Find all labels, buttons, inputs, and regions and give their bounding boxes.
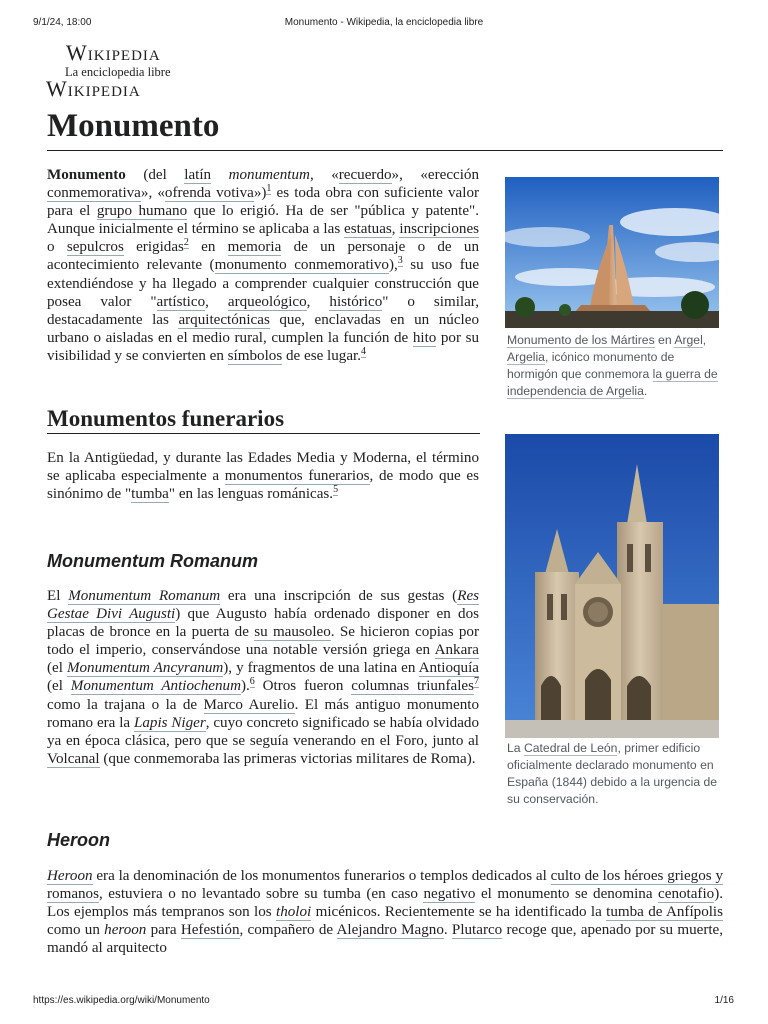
page-title: Monumento (47, 108, 220, 144)
logo-tagline: La enciclopedia libre (65, 65, 171, 79)
ref-3[interactable]: 3 (397, 255, 403, 267)
link-simbolos[interactable]: símbolos (227, 347, 283, 364)
link-inscripciones[interactable]: inscripciones (399, 221, 480, 238)
martyrs-monument-photo (505, 177, 719, 328)
heading-heroon: Heroon (47, 830, 110, 850)
link-monumentum-romanum[interactable]: Monumentum Romanum (68, 588, 221, 604)
link-tumba[interactable]: tumba (131, 486, 169, 503)
title-underline (47, 150, 723, 151)
logo-wordmark-secondary: Wikipedia (46, 75, 141, 101)
intro-paragraph: Monumento (del latín monumentum, «recuerdo», «erección conmemorativa», «ofrenda votiva»)$^1$ es toda obra con suficiente valor para el grupo humano que lo erigió. Ha de ser "pública y patente". Aunque inicialmente el término se aplicaba a las estatuas, inscripciones o sepulcros erigidas$^2$ en memoria de un personaje o de un acontecimiento relevante (monumento conmemorativo),$^3$ su uso fue extendiéndose y ha llegado a comprender cualquier construcción que posea valor "artístico, arqueológico, histórico" o similar, destacadamente las arquitectónicas que, enclavadas en un núcleo urbano o aisladas en el medio rural, cumplen la función de hito por su visibilidad y se convierten en símbolos de ese lugar.$^4$ (47, 167, 480, 364)
link-historico[interactable]: histórico (329, 293, 383, 310)
figure-leon-cathedral-image[interactable] (505, 434, 719, 738)
print-page-count: 1/16 (714, 995, 734, 1006)
link-lapis-niger[interactable]: Lapis Niger (133, 714, 206, 731)
link-alejandro-magno[interactable]: Alejandro Magno (336, 922, 444, 939)
link-mausoleo[interactable]: su mausoleo (254, 624, 331, 641)
link-memoria[interactable]: memoria (227, 239, 282, 256)
link-guerra-independencia-argelia[interactable]: la guerra de independencia de Argelia (507, 367, 718, 398)
link-conmemorativa[interactable]: conmemorativa (47, 185, 141, 202)
link-tholoi[interactable]: tholoi (276, 904, 312, 921)
link-catedral-leon[interactable]: Catedral de León (523, 741, 618, 755)
link-arquitectonicas[interactable]: arquitectónicas (178, 311, 270, 328)
print-page-title: Monumento - Wikipedia, la enciclopedia libre (284, 17, 484, 28)
heading-monumentum-romanum: Monumentum Romanum (47, 551, 258, 571)
link-recuerdo[interactable]: recuerdo (338, 167, 392, 183)
link-marco-aurelio[interactable]: Marco Aurelio (203, 696, 295, 713)
funerarios-paragraph: En la Antigüedad, y durante las Edades Media y Moderna, el término se aplicaba especialmente a monumentos funerarios, de modo que es sinónimo de "tumba" en las lenguas románicas.$^5$ (47, 450, 479, 503)
ref-1[interactable]: 1 (266, 183, 272, 195)
link-argel[interactable]: Argel (674, 333, 703, 347)
link-arqueologico[interactable]: arqueológico (227, 293, 307, 310)
link-volcanal[interactable]: Volcanal (47, 750, 100, 767)
lead-term: Monumento (47, 167, 126, 183)
logo-wordmark: Wikipedia (66, 40, 161, 65)
link-grupo-humano[interactable]: grupo humano (96, 203, 188, 220)
link-monumento-conmemorativo[interactable]: monumento conmemorativo (214, 257, 389, 274)
link-ofrenda-votiva[interactable]: ofrenda votiva (164, 185, 254, 202)
link-culto-heroes[interactable]: culto de los héroes griegos y romanos (47, 868, 723, 903)
leon-cathedral-photo (505, 434, 719, 738)
link-monumentum-antiochenum[interactable]: Monumentum Antiochenum (70, 678, 241, 695)
ref-6[interactable]: 6 (249, 676, 255, 688)
print-url: https://es.wikipedia.org/wiki/Monumento (33, 995, 210, 1006)
link-estatuas[interactable]: estatuas (344, 221, 392, 238)
heading-monumentos-funerarios: Monumentos funerarios (47, 406, 285, 431)
link-argelia[interactable]: Argelia (507, 350, 545, 364)
link-sepulcros[interactable]: sepulcros (66, 239, 124, 256)
link-res-gestae[interactable]: Res Gestae Divi Augusti (47, 588, 480, 623)
link-monumentos-funerarios[interactable]: monumentos funerarios (224, 468, 370, 485)
link-cenotafio[interactable]: cenotafio (658, 886, 715, 903)
romanum-paragraph: El Monumentum Romanum era una inscripción de sus gestas (Res Gestae Divi Augusti) que Augusto había ordenado disponer en dos placas de bronce en la puerta de su mausoleo. Se hicieron copias por todo el imperio, conservándose una notable versión griega en Ankara (el Monumentum Ancyranum), y fragmentos de una latina en Antioquía (el Monumentum Antiochenum).$^6$ Otros fueron columnas triunfales$^7$ como la trajana o la de Marco Aurelio. El más antiguo monumento romano era la Lapis Niger, cuyo concreto significado se había olvidado ya en época clásica, pero que se seguía venerando en el Foro, junto al Volcanal (que conmemoraba las primeras victorias militares de Roma). (47, 588, 480, 767)
link-ankara[interactable]: Ankara (434, 642, 479, 659)
link-antioquia[interactable]: Antioquía (418, 660, 479, 677)
link-latin[interactable]: latín (184, 167, 212, 183)
figure-martyrs-monument-image[interactable] (505, 177, 719, 328)
ref-4[interactable]: 4 (361, 345, 366, 357)
link-hito[interactable]: hito (412, 329, 437, 346)
ref-5[interactable]: 5 (333, 484, 339, 496)
link-plutarco[interactable]: Plutarco (451, 922, 503, 939)
link-heroon[interactable]: Heroon (47, 868, 93, 884)
link-negativo[interactable]: negativo (423, 886, 476, 903)
print-datetime: 9/1/24, 18:00 (33, 17, 92, 28)
heading-underline (47, 433, 480, 434)
figure-martyrs-caption: Monumento de los Mártires en Argel, Argelia, icónico monumento de hormigón que conmemora la guerra de independencia de Argelia. (507, 333, 718, 398)
link-columnas-triunfales[interactable]: columnas triunfales (351, 678, 474, 695)
heroon-paragraph: Heroon era la denominación de los monumentos funerarios o templos dedicados al culto de los héroes griegos y romanos, estuviera o no levantado sobre su tumba (en caso negativo el monumento se denomina cenotafio). Los ejemplos más tempranos son los tholoi micénicos. Recientemente se ha identificado la tumba de Anfípolis como un heroon para Hefestión, compañero de Alejandro Magno. Plutarco recoge que, apenado por su muerte, mandó al arquitecto (47, 868, 724, 957)
ref-2[interactable]: 2 (183, 237, 189, 249)
link-tumba-anfipolis[interactable]: tumba de Anfípolis (606, 904, 724, 921)
figure-leon-caption: La Catedral de León, primer edificio oficialmente declarado monumento en España (1844) debido a la urgencia de su conservación. (507, 741, 718, 806)
wikipedia-logo[interactable] (46, 42, 186, 100)
ref-7[interactable]: 7 (473, 676, 479, 688)
link-hefestion[interactable]: Hefestión (180, 922, 240, 939)
link-monumentum-ancyranum[interactable]: Monumentum Ancyranum (66, 660, 224, 677)
link-monumento-martires[interactable]: Monumento de los Mártires (507, 333, 655, 347)
link-artistico[interactable]: artístico (156, 293, 206, 310)
